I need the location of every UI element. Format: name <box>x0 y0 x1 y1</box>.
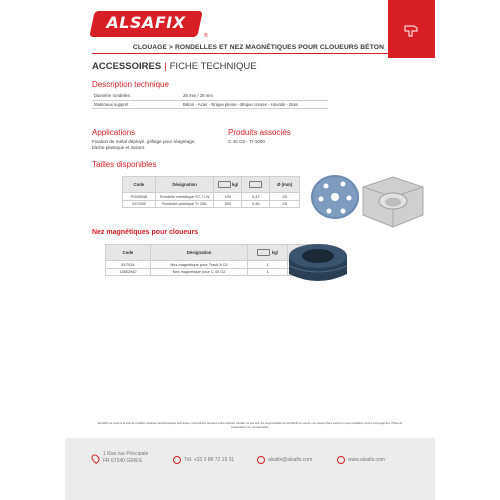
cell: Nez magnétique pour C 40 G2 <box>150 268 247 276</box>
washer-product-image <box>305 165 430 235</box>
col-qty <box>248 245 288 261</box>
description-heading: Description technique <box>92 80 169 89</box>
location-pin-icon <box>90 453 101 464</box>
cell: 0,47 <box>242 193 270 201</box>
footer-email[interactable] <box>257 456 312 464</box>
footer-phone[interactable] <box>173 456 234 464</box>
phone-icon <box>173 456 181 464</box>
spec-value: 25 mm / 28 mm <box>181 92 328 100</box>
col-code: Code <box>106 245 151 261</box>
magnetic-nose-image <box>283 236 353 292</box>
col-qty-label: kg/ <box>232 181 239 187</box>
website-text: www.alsafix.com <box>348 457 385 463</box>
col-designation: Désignation <box>150 245 247 261</box>
col-designation: Désignation <box>155 177 214 193</box>
cell: 1 <box>248 268 288 276</box>
package-icon <box>257 249 270 256</box>
spec-label: Diamètre rondelles <box>92 92 181 100</box>
produits-text: C 40 G2 - TI-1000 <box>228 139 265 144</box>
footer <box>65 438 435 500</box>
page-title-rest: FICHE TECHNIQUE <box>169 61 257 72</box>
tailles-heading: Tailles disponibles <box>92 160 157 169</box>
applications-text: Fixation de métal déployé, grillage pour réagréage, bâche plastique et isolant. <box>92 139 196 150</box>
package-weight-icon <box>249 181 262 188</box>
address-line2: FR 67240 GRIES <box>103 457 142 464</box>
cell: 5X7034 <box>106 261 151 269</box>
breadcrumb: CLOUAGE > RONDELLES ET NEZ MAGNÉTIQUES POUR CLOUEURS BÉTON <box>132 44 384 51</box>
page-title-bold: ACCESSOIRES <box>92 61 162 72</box>
produits-heading: Produits associés <box>228 128 291 137</box>
nailer-icon <box>403 22 419 38</box>
document-page <box>65 0 435 500</box>
spec-value: Béton - Acier - Brique pleine - Brique creuse - Hourdis - Bois <box>181 100 328 109</box>
col-code: Code <box>123 177 156 193</box>
spec-row <box>92 92 328 100</box>
metal-washer-icon <box>311 175 359 219</box>
table-row <box>123 193 300 201</box>
cell: 5X7036 <box>123 200 156 208</box>
cell: 25 <box>270 193 300 201</box>
category-tab <box>388 0 435 58</box>
cell: 1 <box>248 261 288 269</box>
applications-heading: Applications <box>92 128 136 137</box>
col-qty <box>214 177 242 193</box>
address-line1: 1 Rue rue Principale <box>103 451 149 457</box>
legal-disclaimer: ALSAFIX se réserve le droit de modifier certaines caractéristiques techniques. Informations données à titre indicatif. Veuillez ne pas tenir les responsabilité de l'ALSAFIX en cas de non-respect dans calcul et mises probables proprio à bruyage des. Photo de présentation non contractuelles. <box>97 422 403 429</box>
logo-registered-mark: ® <box>204 33 208 39</box>
cell: Rondelle plastique TI CBL <box>155 200 214 208</box>
brand-logo <box>92 11 208 39</box>
cell: 28 <box>270 200 300 208</box>
spec-label: Matériaux support <box>92 100 181 109</box>
logo-text: ALSAFIX <box>106 13 186 32</box>
plastic-washer-icon <box>363 177 423 227</box>
table-row <box>123 200 300 208</box>
spec-table <box>92 92 328 109</box>
header-divider <box>92 53 388 54</box>
cell: Nez magnétique pour Track-it C6 <box>150 261 247 269</box>
globe-icon <box>337 456 345 464</box>
col-qty-label: kg/ <box>271 249 279 255</box>
email-icon <box>257 456 265 464</box>
cell: Rondelle métallique ST-7 LN <box>155 193 214 201</box>
cell: 0,36 <box>242 200 270 208</box>
page-title-separator: | <box>164 61 167 72</box>
cell: 13852942 <box>106 268 151 276</box>
col-diameter: Ø (mm) <box>270 177 300 193</box>
page-title <box>92 61 257 72</box>
spec-row <box>92 100 328 109</box>
email-text: alsafix@alsafix.com <box>268 457 313 463</box>
tailles-table <box>122 176 300 208</box>
cell: 100 <box>214 193 242 201</box>
col-weight <box>242 177 270 193</box>
cell: 800 <box>214 200 242 208</box>
package-icon <box>218 181 231 188</box>
footer-website[interactable] <box>337 456 385 464</box>
magnetic-nose-icon <box>289 244 347 281</box>
cell: PO55546 <box>123 193 156 201</box>
phone-text: Tél. +33 3 88 72 19 31 <box>184 457 235 463</box>
table-header-row <box>123 177 300 193</box>
footer-address <box>92 451 148 464</box>
nez-heading: Nez magnétiques pour cloueurs <box>92 229 199 236</box>
